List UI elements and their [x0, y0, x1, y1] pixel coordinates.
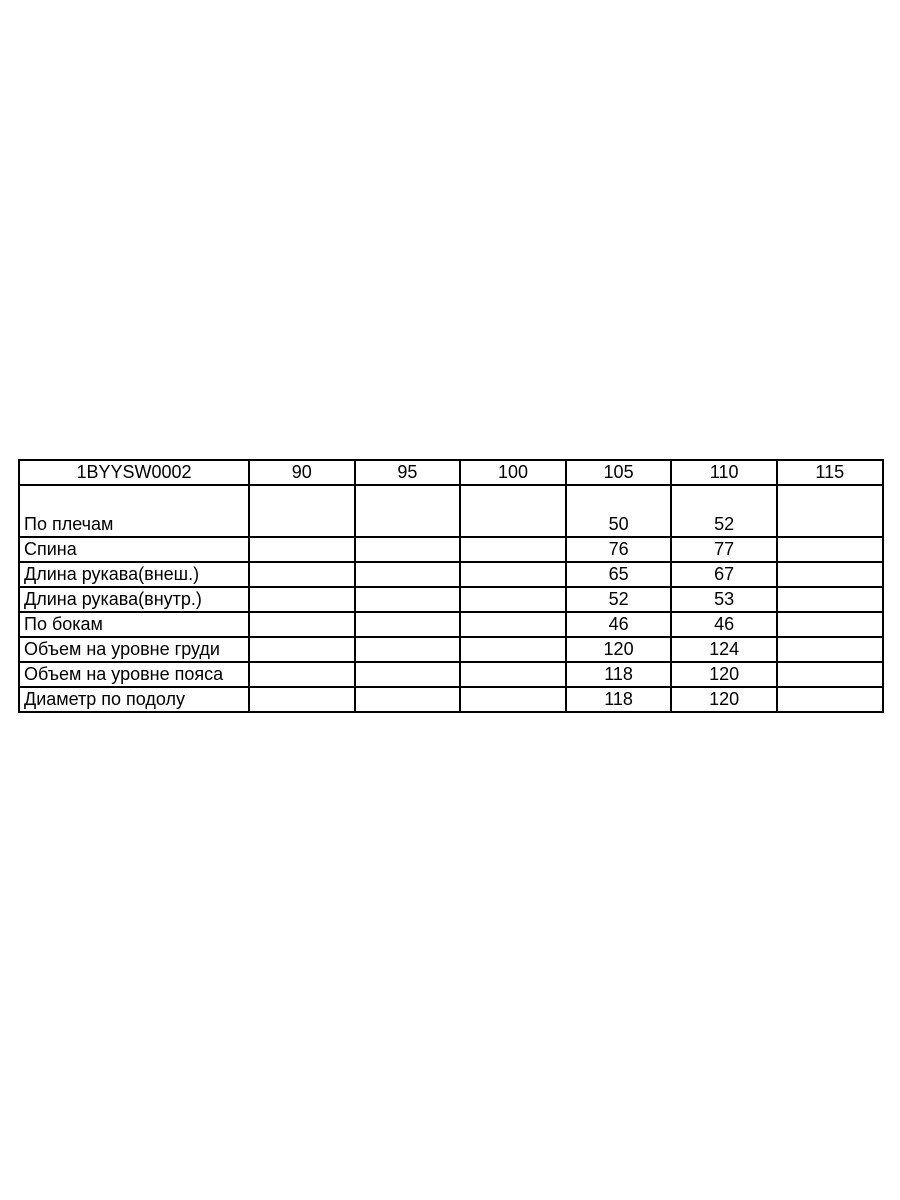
header-row: [19, 460, 883, 485]
table-cell: [777, 662, 883, 687]
header-size-115: 115: [777, 460, 883, 485]
row-label: Спина: [19, 537, 249, 562]
table-cell: 65: [566, 562, 672, 587]
table-row: [19, 485, 883, 537]
row-label: Длина рукава(внеш.): [19, 562, 249, 587]
table-cell: [460, 687, 566, 712]
row-label: По плечам: [19, 485, 249, 537]
size-chart-header: [19, 460, 883, 485]
table-row: [19, 637, 883, 662]
table-cell: [460, 562, 566, 587]
row-label: По бокам: [19, 612, 249, 637]
table-cell: [777, 687, 883, 712]
table-cell: 46: [671, 612, 777, 637]
table-cell: 118: [566, 662, 672, 687]
table-cell: [777, 637, 883, 662]
table-cell: [777, 612, 883, 637]
table-cell: 120: [671, 687, 777, 712]
table-cell: 124: [671, 637, 777, 662]
table-cell: [249, 637, 355, 662]
table-row: [19, 662, 883, 687]
header-size-95: 95: [355, 460, 461, 485]
table-cell: [777, 562, 883, 587]
size-chart-body: [19, 485, 883, 712]
table-cell: 52: [671, 485, 777, 537]
table-cell: [249, 562, 355, 587]
table-cell: [355, 587, 461, 612]
header-article-code: 1BYYSW0002: [19, 460, 249, 485]
table-cell: 50: [566, 485, 672, 537]
header-size-100: 100: [460, 460, 566, 485]
table-cell: 120: [671, 662, 777, 687]
header-size-105: 105: [566, 460, 672, 485]
table-cell: [777, 485, 883, 537]
table-cell: 76: [566, 537, 672, 562]
table-cell: 118: [566, 687, 672, 712]
table-row: [19, 537, 883, 562]
table-cell: [460, 485, 566, 537]
table-cell: 77: [671, 537, 777, 562]
header-size-110: 110: [671, 460, 777, 485]
size-chart-table: [18, 459, 884, 713]
row-label: Диаметр по подолу: [19, 687, 249, 712]
table-cell: [777, 587, 883, 612]
header-size-90: 90: [249, 460, 355, 485]
table-cell: [355, 687, 461, 712]
table-cell: 120: [566, 637, 672, 662]
table-cell: 46: [566, 612, 672, 637]
table-cell: [460, 612, 566, 637]
table-cell: [355, 612, 461, 637]
row-label: Длина рукава(внутр.): [19, 587, 249, 612]
row-label: Объем на уровне пояса: [19, 662, 249, 687]
table-cell: [249, 537, 355, 562]
table-cell: [460, 662, 566, 687]
table-cell: [460, 637, 566, 662]
table-cell: [355, 537, 461, 562]
table-row: [19, 587, 883, 612]
table-row: [19, 562, 883, 587]
table-row: [19, 612, 883, 637]
table-cell: [355, 662, 461, 687]
table-cell: 52: [566, 587, 672, 612]
table-cell: [355, 637, 461, 662]
table-cell: [355, 562, 461, 587]
table-cell: 67: [671, 562, 777, 587]
table-cell: [460, 587, 566, 612]
table-row: [19, 687, 883, 712]
table-cell: [249, 662, 355, 687]
table-cell: [249, 687, 355, 712]
table-cell: [249, 612, 355, 637]
table-cell: [249, 485, 355, 537]
table-cell: [355, 485, 461, 537]
table-cell: [777, 537, 883, 562]
table-cell: 53: [671, 587, 777, 612]
table-cell: [249, 587, 355, 612]
row-label: Объем на уровне груди: [19, 637, 249, 662]
table-cell: [460, 537, 566, 562]
